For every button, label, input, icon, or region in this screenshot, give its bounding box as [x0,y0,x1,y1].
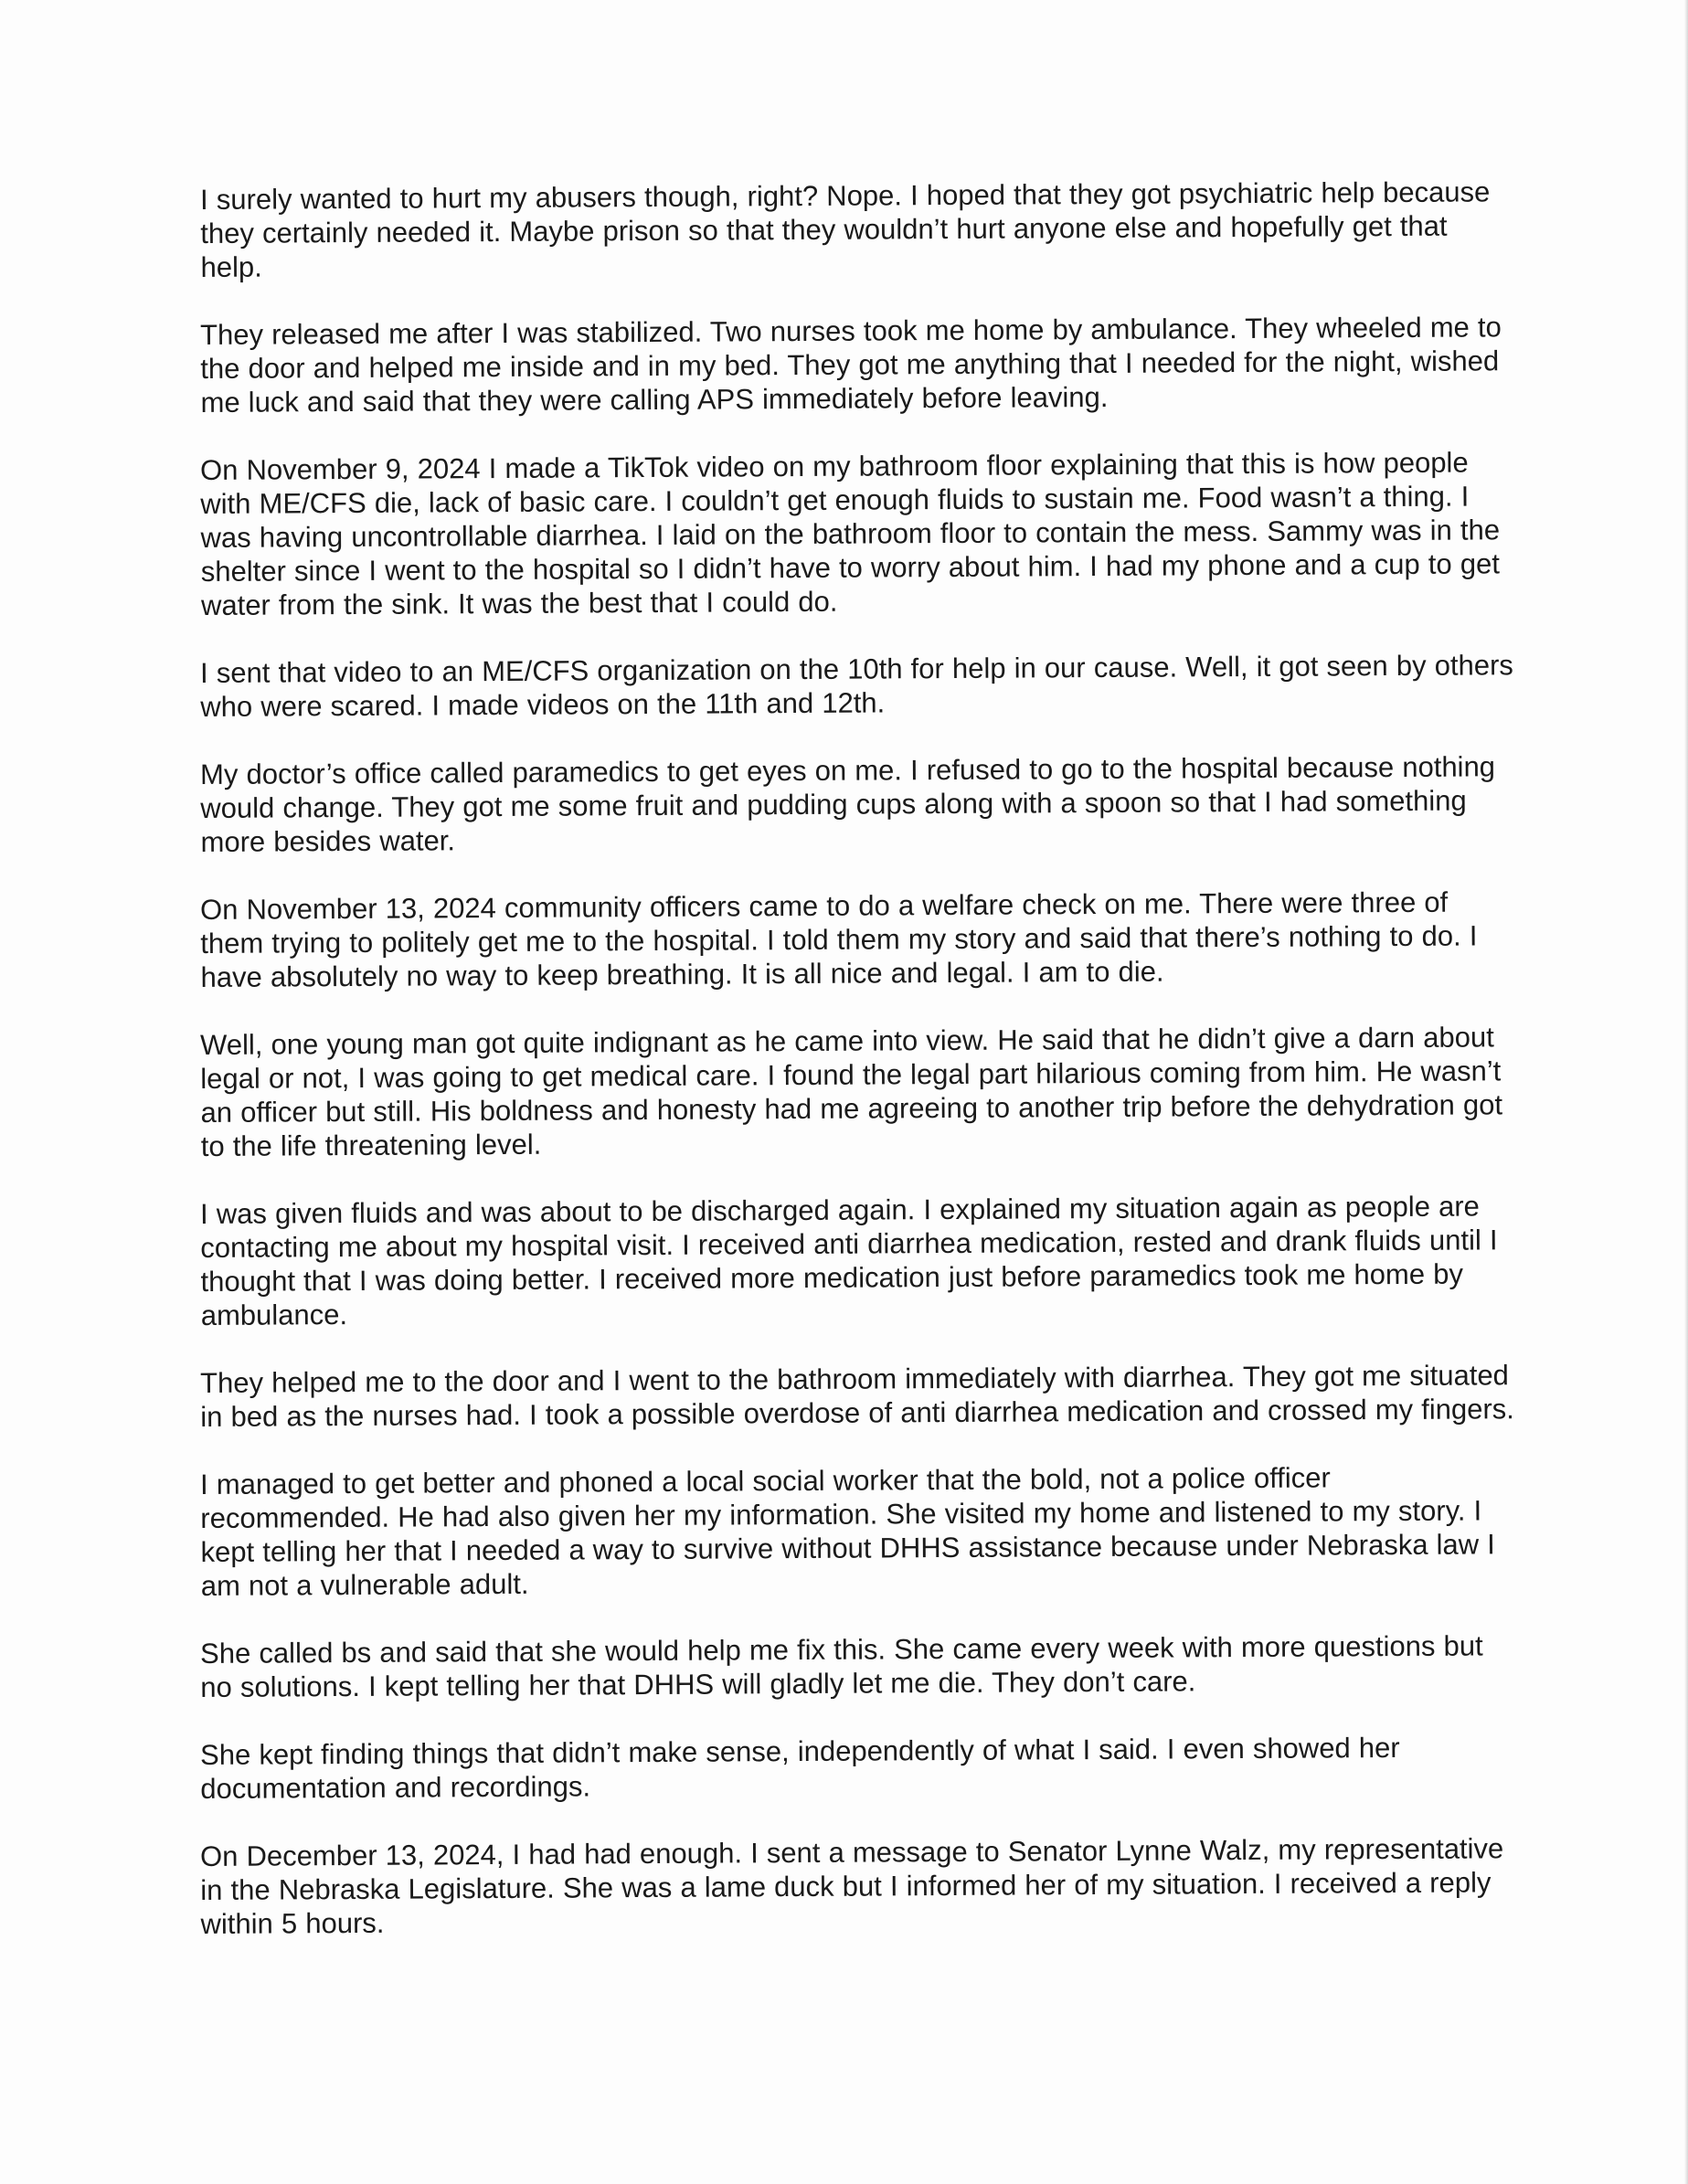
paragraph: She kept finding things that didn’t make sense, independently of what I said. I even showed her documentation and recordings. [200,1731,1400,1805]
paragraph: I was given fluids and was about to be discharged again. I explained my situation again as people are contacting me about my hospital visit. I received anti diarrhea medication, rested and drank fluids until I thought that I was doing better. I received more medication just before paramedics took me home by ambulance. [200,1190,1498,1331]
paragraph: On November 13, 2024 community officers came to do a welfare check on me. There were three of them trying to politely get me to the hospital. I told them my story and said that there’s nothing to do. I have absolutely no way to keep breathing. It is all nice and legal. I am to die. [200,885,1478,993]
page-edge-shadow [1684,0,1688,2184]
paragraph: On November 9, 2024 I made a TikTok video on my bathroom floor explaining that this is how people with ME/CFS die, lack of basic care. I couldn’t get enough fluids to sustain me. Food wasn’t a thing. I was having uncontrollable diarrhea. I laid on the bathroom floor to contain the mess. Sammy was in the shelter since I went to the hospital so I didn’t have to worry about him. I had my phone and a cup to get water from the sink. It was the best that I could do. [200,446,1501,621]
paragraph: She called bs and said that she would help me fix this. She came every week with more questions but no solutions. I kept telling her that DHHS will gladly let me die. They don’t care. [200,1629,1483,1703]
document-body [200,175,1516,1975]
paragraph: I surely wanted to hurt my abusers though, right? Nope. I hoped that they got psychiatric help because they certainly needed it. Maybe prison so that they wouldn’t hurt anyone else and hopefully get that help. [200,175,1491,283]
paragraph: They released me after I was stabilized. Two nurses took me home by ambulance. They wheeled me to the door and helped me inside and in my bed. They got me anything that I needed for the night, wished me luck and said that they were calling APS immediately before leaving. [200,311,1502,419]
paragraph: My doctor’s office called paramedics to get eyes on me. I refused to go to the hospital because nothing would change. They got me some fruit and pudding cups along with a spoon so that I had something more besides water. [200,750,1496,858]
paragraph: Well, one young man got quite indignant as he came into view. He said that he didn’t give a darn about legal or not, I was going to get medical care. I found the legal part hilarious coming from him. He wasn’t an officer but still. His boldness and honesty had me agreeing to another trip before the dehydration got to the life threatening level. [200,1021,1503,1162]
paragraph: On December 13, 2024, I had had enough. I sent a message to Senator Lynne Walz, my representative in the Nebraska Legislature. She was a lame duck but I informed her of my situation. I received a reply within 5 hours. [200,1832,1504,1940]
paragraph: They helped me to the door and I went to the bathroom immediately with diarrhea. They got me situated in bed as the nurses had. I took a possible overdose of anti diarrhea medication and crossed my fingers. [200,1359,1514,1433]
paragraph: I sent that video to an ME/CFS organization on the 10th for help in our cause. Well, it got seen by others who were scared. I made videos on the 11th and 12th. [200,649,1513,723]
paragraph: I managed to get better and phoned a local social worker that the bold, not a police officer recommended. He had also given her my information. She visited my home and listened to my story. I kept telling her that I needed a way to survive without DHHS assistance because under Nebraska law I am not a vulnerable adult. [200,1461,1495,1602]
